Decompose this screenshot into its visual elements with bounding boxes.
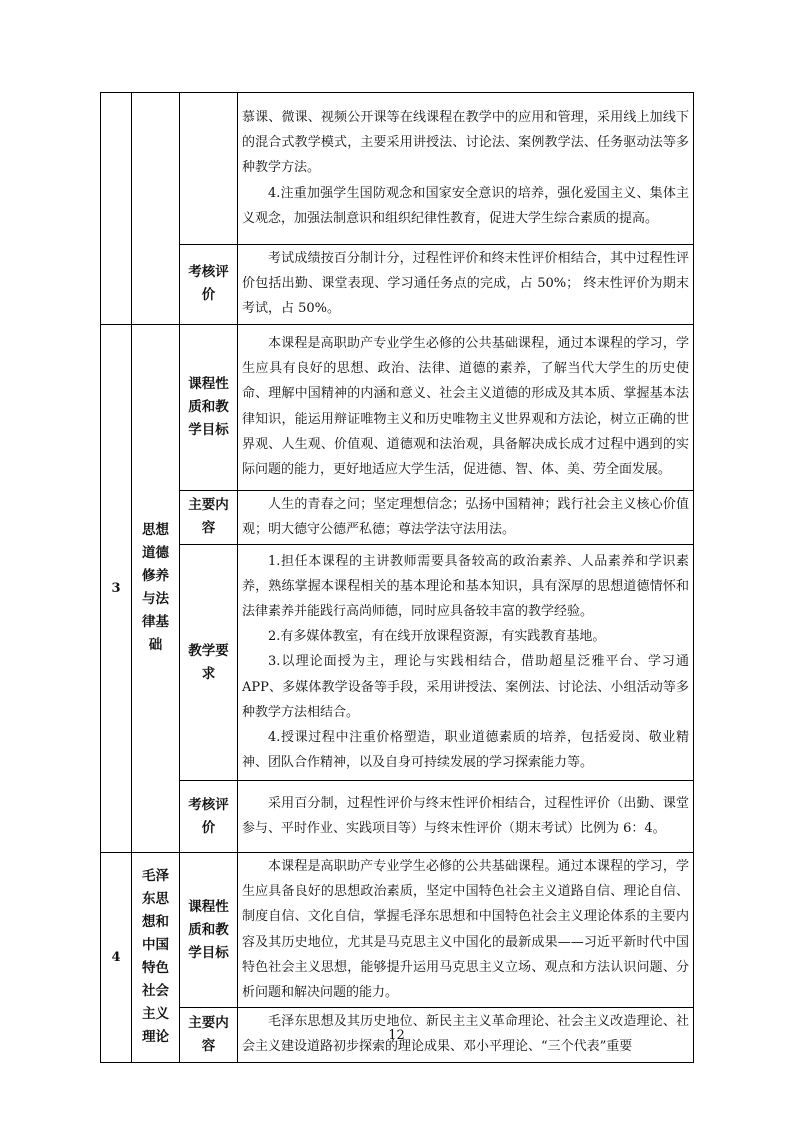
paragraph: 本课程是高职助产专业学生必修的公共基础课程。通过本课程的学习，学生应具备良好的思想政治素质，坚定中国特色社会主义道路自信、理论自信、制度自信、文化自信，掌握毛泽东思想和中国特色社会主义理论体系的主要内容及其历史地位，尤其是马克思主义中国化的最新成果——习近平新时代中国特色社会主义思想，能够提升运用马克思主义立场、观点和方法认识问题、分析问题和解决问题的能力。 — [242, 859, 689, 1001]
section-content — [238, 324, 694, 490]
table-row — [101, 490, 694, 544]
paragraph: 3.以理论面授为主，理论与实践相结合，借助超星泛雅平台、学习通APP、多媒体教学设备等手段，采用讲授法、案例法、讨论法、小组活动等多种教学方法相结合。 — [242, 654, 689, 720]
table-row — [101, 93, 694, 245]
table-row — [101, 324, 694, 490]
course-name-cell: 思想道德修养与法律基础 — [132, 324, 180, 852]
paragraph: 本课程是高职助产专业学生必修的公共基础课程，通过本课程的学习，学生应具有良好的思想、政治、法律、道德的素养，了解当代大学生的历史使命、理解中国精神的内涵和意义、社会主义道德的形成及其本质、掌握基本法律知识，能运用辩证唯物主义和历史唯物主义世界观和方法论，树立正确的世界观、人生观、价值观、道德观和法治观，具备解决成长成才过程中遇到的实际问题的能力，更好地适应大学生活，促进德、智、体、美、劳全面发展。 — [242, 336, 689, 478]
paragraph: 2.有多媒体教室，有在线开放课程资源，有实践教育基地。 — [268, 629, 606, 645]
table-row — [101, 853, 694, 1008]
section-content — [238, 853, 694, 1008]
section-content — [238, 545, 694, 781]
course-number-cell — [101, 93, 132, 325]
paragraph: 采用百分制，过程性评价与终末性评价相结合，过程性评价（出勤、课堂参与、平时作业、实践项目等）与终末性评价（期末考试）比例为 6：4。 — [242, 795, 689, 837]
section-content — [238, 245, 694, 325]
section-label: 考核评价 — [180, 245, 238, 325]
section-label: 主要内容 — [180, 1008, 238, 1062]
paragraph: 人生的青春之问；坚定理想信念；弘扬中国精神；践行社会主义核心价值观；明大德守公德严私德；尊法学法守法用法。 — [242, 496, 689, 537]
section-label: 课程性质和教学目标 — [180, 324, 238, 490]
section-label: 考核评价 — [180, 781, 238, 853]
paragraph: 1.担任本课程的主讲教师需要具备较高的政治素养、人品素养和学识素养，熟练掌握本课程相关的基本理论和基本知识，具有深厚的思想道德情怀和法律素养并能践行高尚师德，同时应具备较丰富的教学经验。 — [242, 553, 689, 619]
course-name-cell — [132, 93, 180, 325]
section-content — [238, 490, 694, 544]
paragraph: 考试成绩按百分制计分，过程性评价和终末性评价相结合，其中过程性评价包括出勤、课堂表现、学习通任务点的完成，占 50%； 终末性评价为期末考试，占 50%。 — [242, 251, 689, 317]
paragraph: 毛泽东思想及其历史地位、新民主主义革命理论、社会主义改造理论、社会主义建设道路初步探索的理论成果、邓小平理论、“三个代表”重要 — [242, 1014, 689, 1055]
course-number-cell: 3 — [101, 324, 132, 852]
course-name-cell: 毛泽东思想和中国特色社会主义理论 — [132, 853, 180, 1063]
paragraph: 4.授课过程中注重价格塑造，职业道德素质的培养，包括爱岗、敬业精神、团队合作精神，以及自身可持续发展的学习探索能力等。 — [242, 730, 689, 771]
section-label: 课程性质和教学目标 — [180, 853, 238, 1008]
paragraph: 4.注重加强学生国防观念和国家安全意识的培养，强化爱国主义、集体主义观念，加强法制意识和组织纪律性教育，促进大学生综合素质的提高。 — [242, 185, 689, 226]
table-row — [101, 245, 694, 325]
course-number-cell: 4 — [101, 853, 132, 1063]
section-content — [238, 781, 694, 853]
page-number: 12 — [388, 1028, 405, 1043]
table-row — [101, 545, 694, 781]
section-content — [238, 93, 694, 245]
section-label: 主要内容 — [180, 490, 238, 544]
section-label — [180, 93, 238, 245]
paragraph: 慕课、微课、视频公开课等在线课程在教学中的应用和管理，采用线上加线下的混合式教学模式，主要采用讲授法、讨论法、案例教学法、任务驱动法等多种教学方法。 — [242, 109, 689, 176]
course-table — [100, 92, 694, 1063]
table-row — [101, 781, 694, 853]
section-label: 教学要求 — [180, 545, 238, 781]
